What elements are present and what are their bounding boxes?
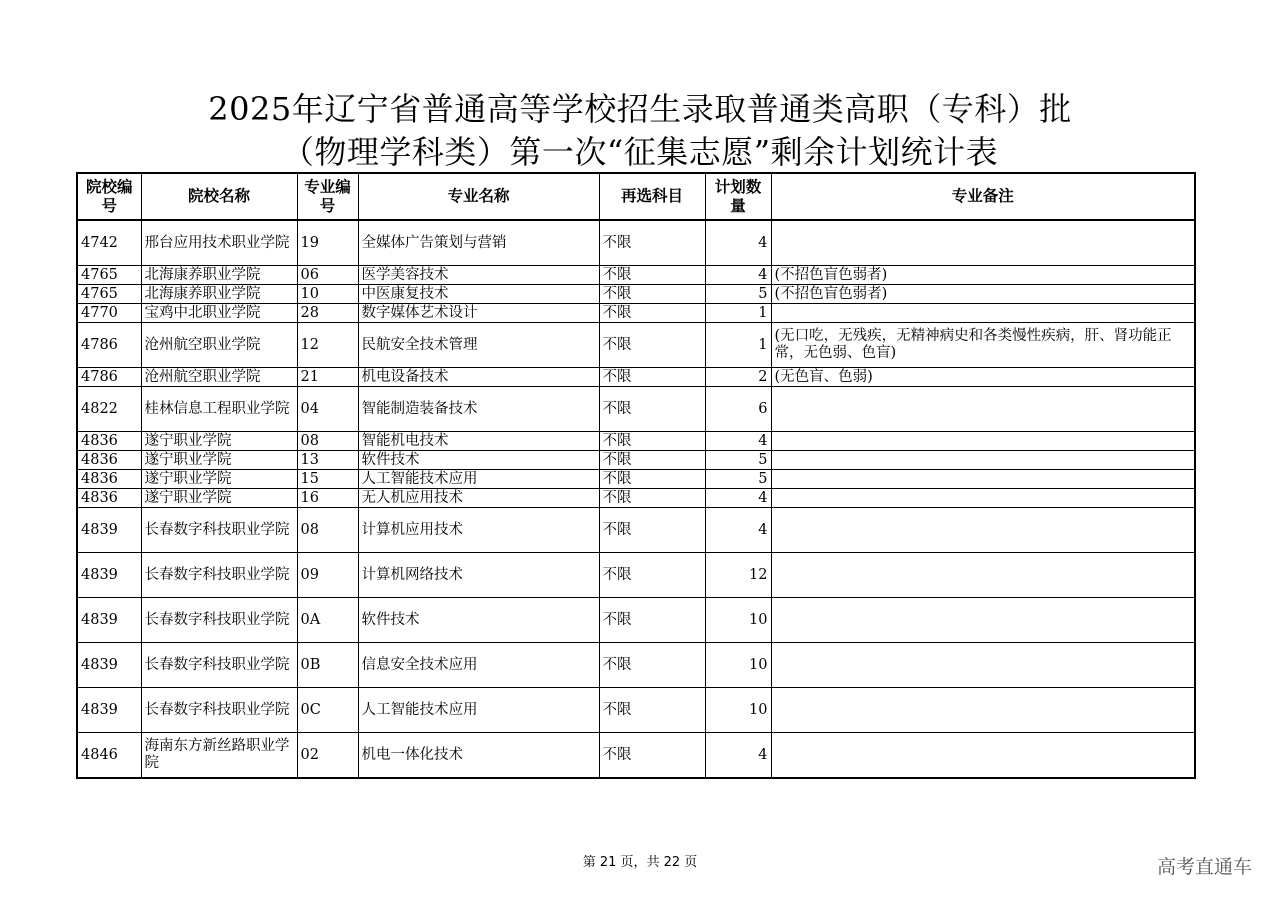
cell-remark xyxy=(771,432,1195,451)
cell-school-name: 沧州航空职业学院 xyxy=(141,368,297,387)
cell-school-code: 4765 xyxy=(77,285,141,304)
cell-plan-count: 12 xyxy=(705,553,771,598)
cell-remark xyxy=(771,598,1195,643)
header-major-name: 专业名称 xyxy=(358,173,599,220)
cell-plan-count: 1 xyxy=(705,323,771,368)
cell-remark xyxy=(771,451,1195,470)
cell-major-name: 数字媒体艺术设计 xyxy=(358,304,599,323)
cell-school-name: 宝鸡中北职业学院 xyxy=(141,304,297,323)
cell-school-code: 4836 xyxy=(77,432,141,451)
table-header-row xyxy=(77,173,1195,220)
cell-subject: 不限 xyxy=(599,323,705,368)
cell-plan-count: 4 xyxy=(705,432,771,451)
cell-major-name: 中医康复技术 xyxy=(358,285,599,304)
cell-plan-count: 2 xyxy=(705,368,771,387)
page-title-line1: 2025年辽宁省普通高等学校招生录取普通类高职（专科）批 xyxy=(208,90,1072,128)
cell-subject: 不限 xyxy=(599,451,705,470)
cell-major-name: 机电一体化技术 xyxy=(358,733,599,779)
cell-school-code: 4846 xyxy=(77,733,141,779)
cell-major-name: 智能制造装备技术 xyxy=(358,387,599,432)
cell-major-code: 0B xyxy=(297,643,358,688)
cell-subject: 不限 xyxy=(599,432,705,451)
cell-plan-count: 4 xyxy=(705,220,771,266)
cell-major-name: 计算机应用技术 xyxy=(358,508,599,553)
cell-school-code: 4839 xyxy=(77,688,141,733)
cell-school-name: 桂林信息工程职业学院 xyxy=(141,387,297,432)
cell-subject: 不限 xyxy=(599,598,705,643)
cell-plan-count: 6 xyxy=(705,387,771,432)
cell-remark xyxy=(771,733,1195,779)
cell-remark xyxy=(771,508,1195,553)
cell-major-name: 信息安全技术应用 xyxy=(358,643,599,688)
cell-remark: (无色盲、色弱) xyxy=(771,368,1195,387)
cell-school-name: 邢台应用技术职业学院 xyxy=(141,220,297,266)
cell-subject: 不限 xyxy=(599,553,705,598)
cell-major-code: 10 xyxy=(297,285,358,304)
table-row xyxy=(77,220,1195,266)
cell-remark: (不招色盲色弱者) xyxy=(771,285,1195,304)
cell-major-code: 04 xyxy=(297,387,358,432)
cell-major-name: 全媒体广告策划与营销 xyxy=(358,220,599,266)
cell-school-code: 4836 xyxy=(77,489,141,508)
cell-major-name: 医学美容技术 xyxy=(358,266,599,285)
cell-plan-count: 5 xyxy=(705,451,771,470)
cell-school-name: 长春数字科技职业学院 xyxy=(141,553,297,598)
cell-major-name: 计算机网络技术 xyxy=(358,553,599,598)
cell-remark xyxy=(771,387,1195,432)
cell-remark xyxy=(771,643,1195,688)
cell-major-code: 13 xyxy=(297,451,358,470)
watermark: 高考直通车 xyxy=(1156,856,1252,878)
cell-major-code: 08 xyxy=(297,432,358,451)
table-row xyxy=(77,489,1195,508)
cell-school-code: 4786 xyxy=(77,368,141,387)
table-row xyxy=(77,553,1195,598)
cell-major-name: 软件技术 xyxy=(358,451,599,470)
cell-remark xyxy=(771,304,1195,323)
header-school-name: 院校名称 xyxy=(141,173,297,220)
cell-major-code: 19 xyxy=(297,220,358,266)
cell-school-name: 沧州航空职业学院 xyxy=(141,323,297,368)
cell-school-code: 4836 xyxy=(77,470,141,489)
cell-plan-count: 10 xyxy=(705,643,771,688)
cell-major-code: 02 xyxy=(297,733,358,779)
cell-remark xyxy=(771,688,1195,733)
cell-school-name: 遂宁职业学院 xyxy=(141,432,297,451)
header-plan-count: 计划数量 xyxy=(705,173,771,220)
cell-major-name: 民航安全技术管理 xyxy=(358,323,599,368)
cell-subject: 不限 xyxy=(599,470,705,489)
cell-subject: 不限 xyxy=(599,643,705,688)
cell-remark xyxy=(771,489,1195,508)
cell-subject: 不限 xyxy=(599,304,705,323)
cell-major-name: 人工智能技术应用 xyxy=(358,470,599,489)
cell-school-name: 海南东方新丝路职业学院 xyxy=(141,733,297,779)
cell-school-name: 北海康养职业学院 xyxy=(141,266,297,285)
cell-major-code: 09 xyxy=(297,553,358,598)
cell-school-name: 遂宁职业学院 xyxy=(141,451,297,470)
cell-plan-count: 5 xyxy=(705,285,771,304)
cell-plan-count: 4 xyxy=(705,508,771,553)
page-footer: 第 21 页，共 22 页 xyxy=(582,855,698,870)
cell-major-code: 06 xyxy=(297,266,358,285)
cell-remark: (无口吃，无残疾，无精神病史和各类慢性疾病，肝、肾功能正常，无色弱、色盲) xyxy=(771,323,1195,368)
cell-school-code: 4742 xyxy=(77,220,141,266)
cell-school-code: 4822 xyxy=(77,387,141,432)
cell-subject: 不限 xyxy=(599,489,705,508)
cell-remark: (不招色盲色弱者) xyxy=(771,266,1195,285)
cell-school-code: 4839 xyxy=(77,643,141,688)
cell-remark xyxy=(771,553,1195,598)
page-title-line2: （物理学科类）第一次“征集志愿”剩余计划统计表 xyxy=(281,133,999,171)
cell-major-code: 16 xyxy=(297,489,358,508)
table-row xyxy=(77,508,1195,553)
header-subject: 再选科目 xyxy=(599,173,705,220)
cell-major-name: 机电设备技术 xyxy=(358,368,599,387)
table-row xyxy=(77,688,1195,733)
cell-subject: 不限 xyxy=(599,266,705,285)
cell-school-name: 长春数字科技职业学院 xyxy=(141,643,297,688)
table-row xyxy=(77,387,1195,432)
cell-major-code: 0A xyxy=(297,598,358,643)
cell-major-name: 软件技术 xyxy=(358,598,599,643)
table-row xyxy=(77,368,1195,387)
cell-major-code: 21 xyxy=(297,368,358,387)
cell-remark xyxy=(771,470,1195,489)
cell-subject: 不限 xyxy=(599,368,705,387)
cell-school-name: 遂宁职业学院 xyxy=(141,470,297,489)
cell-school-name: 北海康养职业学院 xyxy=(141,285,297,304)
cell-major-code: 12 xyxy=(297,323,358,368)
cell-plan-count: 10 xyxy=(705,688,771,733)
cell-subject: 不限 xyxy=(599,508,705,553)
cell-school-code: 4765 xyxy=(77,266,141,285)
cell-school-code: 4836 xyxy=(77,451,141,470)
table-row xyxy=(77,733,1195,779)
table-row xyxy=(77,598,1195,643)
cell-school-code: 4839 xyxy=(77,598,141,643)
cell-plan-count: 4 xyxy=(705,489,771,508)
cell-plan-count: 4 xyxy=(705,266,771,285)
cell-school-code: 4839 xyxy=(77,508,141,553)
cell-school-name: 遂宁职业学院 xyxy=(141,489,297,508)
cell-subject: 不限 xyxy=(599,285,705,304)
plan-table xyxy=(76,172,1196,779)
table-row xyxy=(77,432,1195,451)
cell-school-code: 4786 xyxy=(77,323,141,368)
table-row xyxy=(77,470,1195,489)
cell-school-name: 长春数字科技职业学院 xyxy=(141,688,297,733)
cell-major-name: 智能机电技术 xyxy=(358,432,599,451)
cell-school-name: 长春数字科技职业学院 xyxy=(141,508,297,553)
table-row xyxy=(77,643,1195,688)
cell-plan-count: 5 xyxy=(705,470,771,489)
cell-plan-count: 1 xyxy=(705,304,771,323)
cell-major-code: 08 xyxy=(297,508,358,553)
cell-major-name: 无人机应用技术 xyxy=(358,489,599,508)
table-row xyxy=(77,266,1195,285)
header-major-code: 专业编号 xyxy=(297,173,358,220)
cell-school-code: 4839 xyxy=(77,553,141,598)
cell-subject: 不限 xyxy=(599,387,705,432)
cell-remark xyxy=(771,220,1195,266)
cell-school-code: 4770 xyxy=(77,304,141,323)
cell-major-name: 人工智能技术应用 xyxy=(358,688,599,733)
cell-school-name: 长春数字科技职业学院 xyxy=(141,598,297,643)
cell-subject: 不限 xyxy=(599,688,705,733)
header-school-code: 院校编号 xyxy=(77,173,141,220)
cell-major-code: 0C xyxy=(297,688,358,733)
cell-plan-count: 4 xyxy=(705,733,771,779)
header-remark: 专业备注 xyxy=(771,173,1195,220)
cell-plan-count: 10 xyxy=(705,598,771,643)
cell-major-code: 15 xyxy=(297,470,358,489)
cell-subject: 不限 xyxy=(599,733,705,779)
table-row xyxy=(77,323,1195,368)
table-row xyxy=(77,451,1195,470)
cell-major-code: 28 xyxy=(297,304,358,323)
table-row xyxy=(77,285,1195,304)
cell-subject: 不限 xyxy=(599,220,705,266)
table-row xyxy=(77,304,1195,323)
